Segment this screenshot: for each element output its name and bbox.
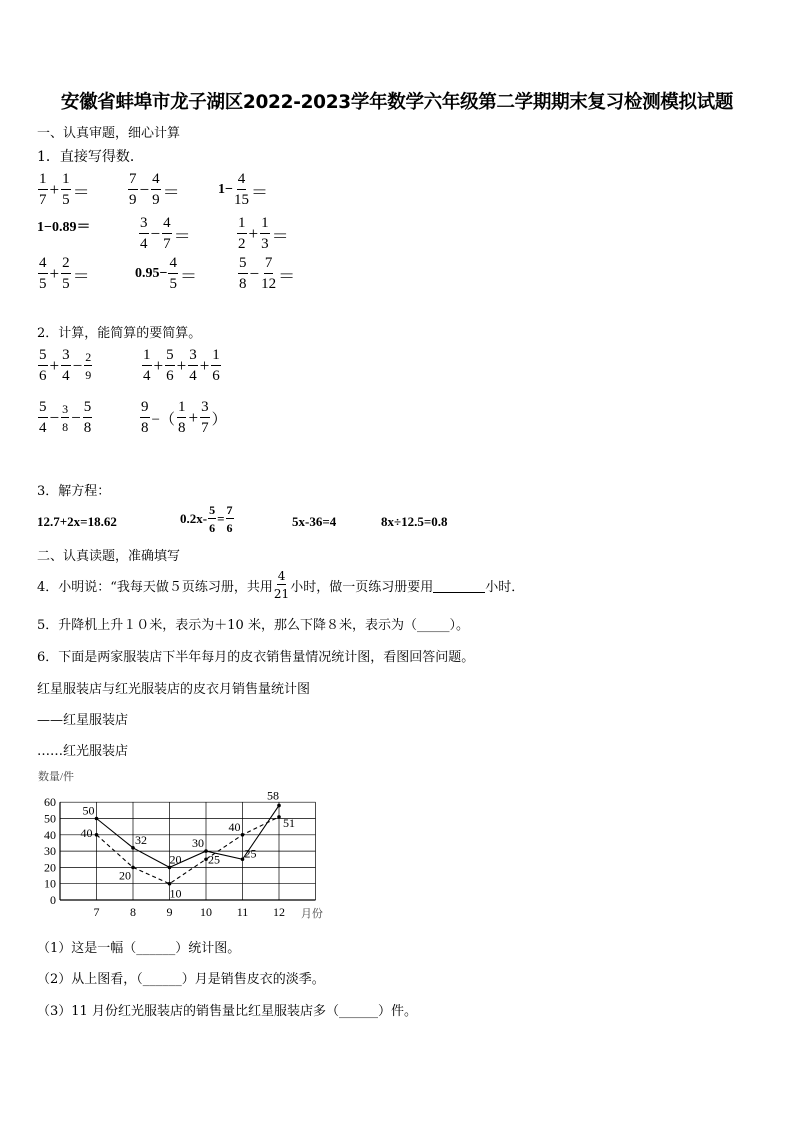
y-tick-label: 40 <box>44 827 56 842</box>
legend-solid-line: ——红星服装店 <box>37 713 129 728</box>
chart-caption: 红星服装店与红光服装店的皮衣月销售量统计图 <box>37 682 311 697</box>
data-label: 58 <box>267 788 279 803</box>
q2-expression-2: $\frac{1}{4}$ + $\frac{5}{6}$ + $\frac{3}{4}$ + $\frac{1}{6}$ <box>143 347 220 384</box>
y-axis-label: 数量/件 <box>38 771 75 783</box>
question-2-label: 2．计算，能简算的要简算。 <box>37 326 202 341</box>
data-point <box>168 882 172 886</box>
y-tick-label: 20 <box>44 860 56 875</box>
q1-expression: $\frac{1}{7}$ + $\frac{1}{5}$ ＝ <box>39 171 90 208</box>
y-tick-label: 60 <box>44 795 56 810</box>
data-label: 40 <box>80 825 93 840</box>
q2-expression-3: $\frac{5}{4}$ − $\frac{3}{8}$ − $\frac{5}{8}$ <box>39 399 92 436</box>
data-label: 32 <box>135 832 147 847</box>
answer-blank[interactable] <box>433 577 485 593</box>
equation-1: 12.7+2x=18.62 <box>37 514 117 529</box>
q1-expression: $\frac{3}{4}$ − $\frac{4}{7}$ ＝ <box>140 215 191 252</box>
data-point <box>241 833 245 837</box>
data-point <box>95 817 99 821</box>
question-6: 6．下面是两家服装店下半年每月的皮衣销售量情况统计图，看图回答问题。 <box>37 650 475 665</box>
section-heading-2: 二、认真读题，准确填写 <box>37 549 181 564</box>
sales-line-chart <box>30 766 350 922</box>
data-point <box>277 815 281 819</box>
x-tick-label: 10 <box>200 905 212 919</box>
equation-2: 0.2x- $\frac{5}{6}$ = $\frac{7}{6}$ <box>180 503 233 535</box>
q1-expression: $\frac{1}{2}$ + $\frac{1}{3}$ ＝ <box>238 215 289 252</box>
q2-expression-4: $\frac{9}{8}$ −（ $\frac{1}{8}$ + $\frac{3}{7}$ ） <box>141 399 227 436</box>
sub-question-1: （1）这是一幅（______）统计图。 <box>37 941 241 956</box>
q1-expression: 1−0.89＝ <box>37 220 91 235</box>
x-tick-label: 7 <box>93 905 100 919</box>
x-tick-label: 12 <box>273 905 285 919</box>
x-tick-label: 8 <box>130 905 136 919</box>
question-1-label: 1．直接写得数． <box>37 149 144 165</box>
q1-expression: $\frac{7}{9}$ − $\frac{4}{9}$ ＝ <box>129 171 180 208</box>
equation-4: 8x÷12.5=0.8 <box>381 514 448 529</box>
data-point <box>95 833 99 837</box>
question-4: 4．小明说：“我每天做５页练习册，共用 $\frac{4}{21}$ 小时，做一页练习册要用 小时． <box>37 569 525 601</box>
data-label: 50 <box>82 803 95 818</box>
equation-3: 5x-36=4 <box>292 514 337 529</box>
sub-question-2: （2）从上图看，（______）月是销售皮衣的淡季。 <box>37 972 325 987</box>
sub-question-3: （3）11 月份红光服装店的销售量比红星服装店多（______）件。 <box>37 1004 417 1019</box>
q1-expression: 1− $\frac{4}{15}$ ＝ <box>218 171 268 208</box>
y-tick-label: 30 <box>44 844 56 859</box>
y-tick-label: 50 <box>44 811 56 826</box>
question-5: 5．升降机上升１０米，表示为＋10 米，那么下降８米，表示为（_____）。 <box>37 618 469 633</box>
x-tick-label: 9 <box>166 905 173 919</box>
y-tick-label: 0 <box>50 893 56 907</box>
data-label: 51 <box>283 815 295 830</box>
question-3-label: 3．解方程： <box>37 484 111 499</box>
data-label: 30 <box>192 836 204 851</box>
data-label: 20 <box>169 852 182 867</box>
data-label: 40 <box>228 819 241 834</box>
x-tick-label: 11 <box>236 905 249 919</box>
q2-expression-1: $\frac{5}{6}$ + $\frac{3}{4}$ − $\frac{2}{9}$ <box>39 347 92 384</box>
q1-expression: 0.95− $\frac{4}{5}$ ＝ <box>135 255 197 292</box>
y-tick-label: 10 <box>44 876 56 891</box>
legend-dashed-line: ……红光服装店 <box>37 744 129 759</box>
data-label: 25 <box>244 846 257 861</box>
data-point <box>131 866 135 870</box>
data-label: 10 <box>169 886 182 901</box>
data-label: 25 <box>208 852 220 867</box>
q1-expression: $\frac{5}{8}$ − $\frac{7}{12}$ ＝ <box>239 255 296 292</box>
data-label: 20 <box>119 868 131 883</box>
q1-expression: $\frac{4}{5}$ + $\frac{2}{5}$ ＝ <box>39 255 90 292</box>
x-axis-label: 月份 <box>300 908 323 920</box>
page-title: 安徽省蚌埠市龙子湖区2022-2023学年数学六年级第二学期期末复习检测模拟试题 <box>60 92 734 113</box>
data-point <box>277 804 281 808</box>
section-heading-1: 一、认真审题，细心计算 <box>37 126 181 141</box>
